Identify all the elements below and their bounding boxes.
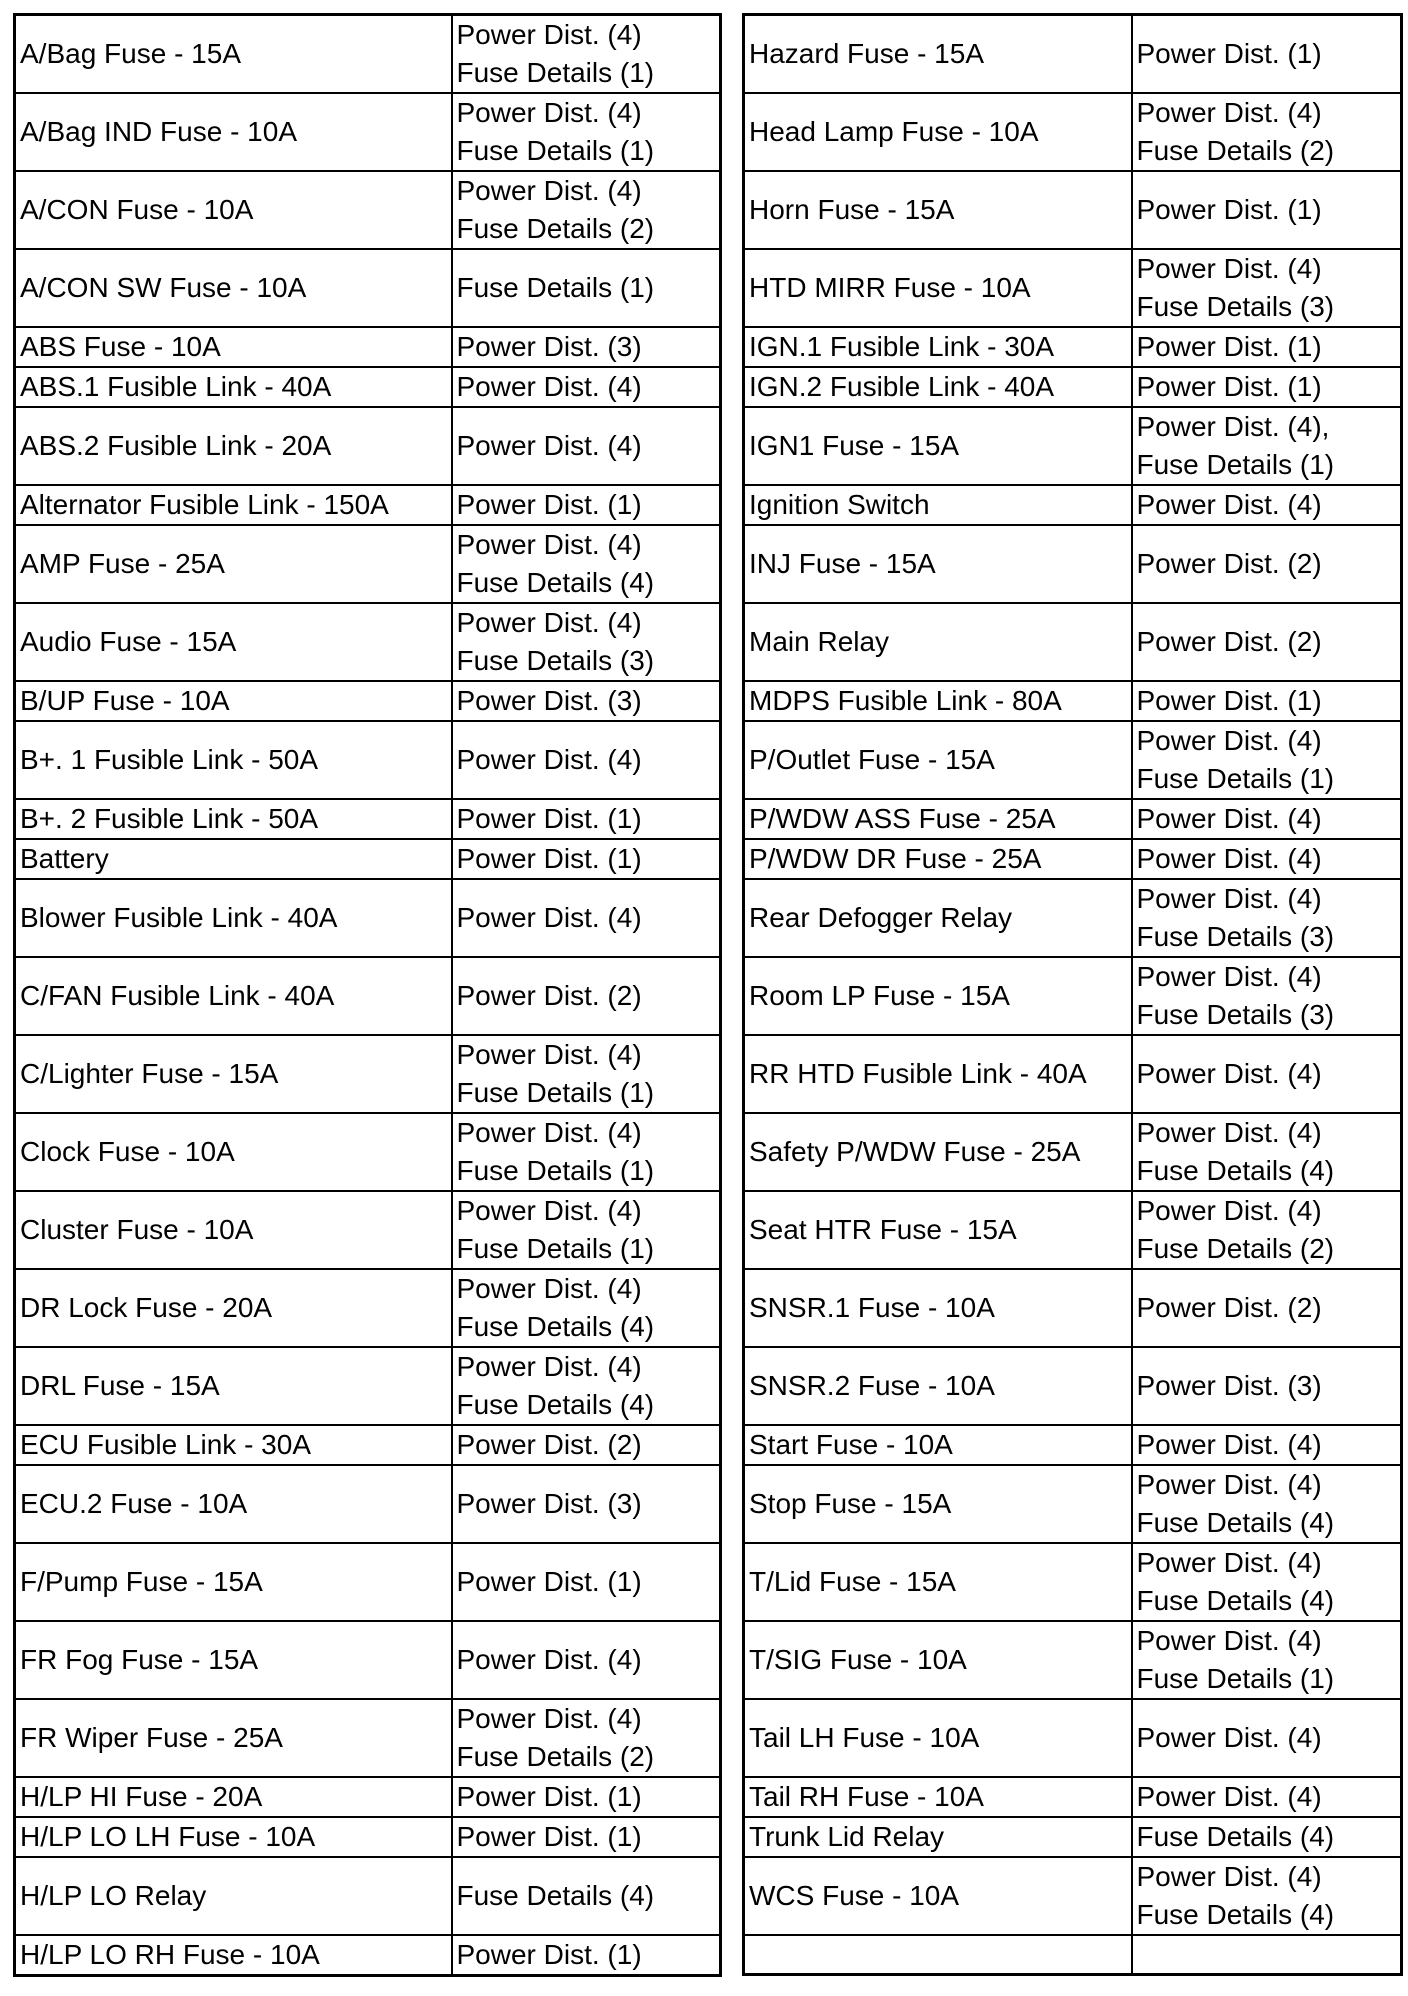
table-row xyxy=(744,839,1402,879)
component-name: ABS Fuse - 10A xyxy=(15,327,452,367)
reference-line: Fuse Details (3) xyxy=(456,645,655,676)
table-row xyxy=(15,603,721,681)
component-name: SNSR.2 Fuse - 10A xyxy=(744,1347,1132,1425)
component-name: C/Lighter Fuse - 15A xyxy=(15,1035,452,1113)
component-name: Room LP Fuse - 15A xyxy=(744,957,1132,1035)
reference-line: Fuse Details (2) xyxy=(1136,1233,1335,1264)
reference-cell xyxy=(452,1699,721,1777)
component-name: B+. 2 Fusible Link - 50A xyxy=(15,799,452,839)
reference-cell xyxy=(452,957,721,1035)
reference-line: Fuse Details (3) xyxy=(1136,291,1335,322)
reference-line: Power Dist. (4) xyxy=(456,744,642,775)
reference-cell xyxy=(1132,1113,1402,1191)
table-row xyxy=(15,327,721,367)
component-name: A/CON Fuse - 10A xyxy=(15,171,452,249)
reference-cell xyxy=(452,1347,721,1425)
component-name: A/Bag Fuse - 15A xyxy=(15,15,452,94)
reference-line: Power Dist. (4) xyxy=(456,1039,642,1070)
reference-line: Power Dist. (4) xyxy=(1136,1469,1322,1500)
table-row xyxy=(744,721,1402,799)
component-name: IGN.1 Fusible Link - 30A xyxy=(744,327,1132,367)
reference-cell xyxy=(452,879,721,957)
table-row xyxy=(15,485,721,525)
reference-cell xyxy=(1132,171,1402,249)
component-name: T/Lid Fuse - 15A xyxy=(744,1543,1132,1621)
reference-line: Fuse Details (4) xyxy=(456,1880,655,1911)
table-row xyxy=(744,1347,1402,1425)
reference-line: Power Dist. (4) xyxy=(1136,1058,1322,1089)
reference-line: Power Dist. (4) xyxy=(1136,253,1322,284)
component-name: B/UP Fuse - 10A xyxy=(15,681,452,721)
component-name: ABS.2 Fusible Link - 20A xyxy=(15,407,452,485)
reference-line: Power Dist. (1) xyxy=(456,1821,642,1852)
reference-line: Power Dist. (4) xyxy=(456,1117,642,1148)
reference-line: Power Dist. (3) xyxy=(456,685,642,716)
table-row xyxy=(744,171,1402,249)
component-name: B+. 1 Fusible Link - 50A xyxy=(15,721,452,799)
reference-line: Power Dist. (4) xyxy=(1136,843,1322,874)
table-row xyxy=(744,879,1402,957)
reference-cell xyxy=(452,1543,721,1621)
reference-line: Power Dist. (3) xyxy=(1136,1370,1322,1401)
reference-cell xyxy=(452,799,721,839)
reference-cell xyxy=(452,839,721,879)
reference-cell xyxy=(452,93,721,171)
reference-line: Fuse Details (4) xyxy=(1136,1821,1335,1852)
table-row xyxy=(15,1191,721,1269)
component-name: Blower Fusible Link - 40A xyxy=(15,879,452,957)
reference-line: Power Dist. (1) xyxy=(1136,194,1322,225)
reference-line: Fuse Details (4) xyxy=(1136,1155,1335,1186)
reference-cell xyxy=(1132,525,1402,603)
fuse-table-right-body xyxy=(744,15,1402,1975)
reference-cell xyxy=(452,1191,721,1269)
reference-line: Power Dist. (1) xyxy=(1136,38,1322,69)
reference-line: Fuse Details (2) xyxy=(456,213,655,244)
reference-line: Power Dist. (3) xyxy=(456,1488,642,1519)
reference-line: Power Dist. (4) xyxy=(456,902,642,933)
reference-line: Power Dist. (4) xyxy=(1136,725,1322,756)
component-name: ECU.2 Fuse - 10A xyxy=(15,1465,452,1543)
reference-cell xyxy=(1132,603,1402,681)
table-row xyxy=(744,1269,1402,1347)
table-row xyxy=(15,1935,721,1976)
table-row xyxy=(15,1035,721,1113)
reference-cell xyxy=(452,525,721,603)
reference-line: Fuse Details (1) xyxy=(456,57,655,88)
component-name: IGN1 Fuse - 15A xyxy=(744,407,1132,485)
reference-line: Power Dist. (4) xyxy=(1136,1625,1322,1656)
table-row xyxy=(744,1191,1402,1269)
reference-line: Fuse Details (4) xyxy=(456,1389,655,1420)
table-row xyxy=(15,1543,721,1621)
component-name: IGN.2 Fusible Link - 40A xyxy=(744,367,1132,407)
component-name: P/WDW DR Fuse - 25A xyxy=(744,839,1132,879)
reference-line: Fuse Details (1) xyxy=(456,135,655,166)
reference-cell xyxy=(452,1817,721,1857)
table-row xyxy=(744,485,1402,525)
reference-cell xyxy=(1132,1191,1402,1269)
reference-line: Power Dist. (4) xyxy=(456,529,642,560)
reference-line: Power Dist. (1) xyxy=(456,1781,642,1812)
table-row xyxy=(15,681,721,721)
component-name: Horn Fuse - 15A xyxy=(744,171,1132,249)
reference-line: Power Dist. (4) xyxy=(1136,489,1322,520)
component-name: DRL Fuse - 15A xyxy=(15,1347,452,1425)
reference-line: Power Dist. (4) xyxy=(1136,1861,1322,1892)
reference-line: Power Dist. (4) xyxy=(1136,883,1322,914)
reference-line: Power Dist. (4) xyxy=(456,1273,642,1304)
table-row xyxy=(744,1857,1402,1935)
component-name: DR Lock Fuse - 20A xyxy=(15,1269,452,1347)
reference-line: Power Dist. (4) xyxy=(456,1351,642,1382)
reference-line: Fuse Details (1) xyxy=(1136,1663,1335,1694)
reference-cell xyxy=(1132,1621,1402,1699)
table-row xyxy=(744,1035,1402,1113)
reference-cell xyxy=(1132,93,1402,171)
reference-cell xyxy=(1132,1035,1402,1113)
table-row xyxy=(744,1699,1402,1777)
fuse-table-left-body xyxy=(15,15,721,1976)
table-row xyxy=(15,1113,721,1191)
reference-cell xyxy=(452,603,721,681)
reference-cell xyxy=(1132,1465,1402,1543)
component-name: T/SIG Fuse - 10A xyxy=(744,1621,1132,1699)
table-row xyxy=(15,367,721,407)
reference-line: Fuse Details (4) xyxy=(456,1311,655,1342)
reference-line: Fuse Details (3) xyxy=(1136,999,1335,1030)
component-name: Safety P/WDW Fuse - 25A xyxy=(744,1113,1132,1191)
reference-line: Fuse Details (1) xyxy=(1136,763,1335,794)
reference-line: Power Dist. (4) xyxy=(456,175,642,206)
reference-cell xyxy=(1132,879,1402,957)
fuse-table-right xyxy=(742,13,1403,1976)
reference-cell xyxy=(1132,1935,1402,1975)
reference-cell xyxy=(452,407,721,485)
table-row xyxy=(744,327,1402,367)
component-name: H/LP LO Relay xyxy=(15,1857,452,1935)
reference-line: Power Dist. (4) xyxy=(456,1703,642,1734)
reference-cell xyxy=(1132,1817,1402,1857)
table-row xyxy=(744,1113,1402,1191)
table-row xyxy=(744,681,1402,721)
reference-line: Power Dist. (2) xyxy=(1136,1292,1322,1323)
reference-cell xyxy=(452,1465,721,1543)
component-name: P/WDW ASS Fuse - 25A xyxy=(744,799,1132,839)
table-row xyxy=(15,249,721,327)
reference-cell xyxy=(452,1621,721,1699)
reference-line: Power Dist. (1) xyxy=(456,1939,642,1970)
table-row xyxy=(744,15,1402,94)
reference-cell xyxy=(1132,327,1402,367)
component-name: Seat HTR Fuse - 15A xyxy=(744,1191,1132,1269)
component-name: Stop Fuse - 15A xyxy=(744,1465,1132,1543)
reference-line: Fuse Details (4) xyxy=(1136,1585,1335,1616)
reference-line: Fuse Details (1) xyxy=(456,1155,655,1186)
reference-line: Fuse Details (4) xyxy=(1136,1507,1335,1538)
reference-cell xyxy=(452,1269,721,1347)
reference-line: Fuse Details (1) xyxy=(456,1077,655,1108)
reference-line: Power Dist. (1) xyxy=(1136,685,1322,716)
reference-line: Power Dist. (4), xyxy=(1136,411,1330,442)
table-row xyxy=(15,957,721,1035)
table-row xyxy=(15,839,721,879)
reference-line: Power Dist. (1) xyxy=(456,843,642,874)
table-row xyxy=(15,1465,721,1543)
reference-line: Power Dist. (4) xyxy=(1136,1547,1322,1578)
table-row xyxy=(744,1543,1402,1621)
reference-line: Power Dist. (4) xyxy=(1136,1195,1322,1226)
table-row xyxy=(744,799,1402,839)
reference-line: Power Dist. (4) xyxy=(456,97,642,128)
reference-line: Power Dist. (2) xyxy=(456,1429,642,1460)
table-row xyxy=(15,1777,721,1817)
reference-cell xyxy=(1132,1543,1402,1621)
table-row xyxy=(744,93,1402,171)
table-row xyxy=(744,603,1402,681)
table-row xyxy=(744,957,1402,1035)
table-row xyxy=(15,879,721,957)
component-name: C/FAN Fusible Link - 40A xyxy=(15,957,452,1035)
component-name: INJ Fuse - 15A xyxy=(744,525,1132,603)
reference-cell xyxy=(452,1113,721,1191)
reference-cell xyxy=(1132,1857,1402,1935)
component-name: F/Pump Fuse - 15A xyxy=(15,1543,452,1621)
reference-line: Power Dist. (4) xyxy=(456,1644,642,1675)
reference-cell xyxy=(1132,957,1402,1035)
table-row xyxy=(15,1699,721,1777)
reference-cell xyxy=(452,367,721,407)
reference-cell xyxy=(1132,1269,1402,1347)
table-row xyxy=(744,1777,1402,1817)
table-row xyxy=(15,1269,721,1347)
component-name: Alternator Fusible Link - 150A xyxy=(15,485,452,525)
component-name: Audio Fuse - 15A xyxy=(15,603,452,681)
component-name: P/Outlet Fuse - 15A xyxy=(744,721,1132,799)
component-name: Ignition Switch xyxy=(744,485,1132,525)
reference-line: Power Dist. (1) xyxy=(1136,331,1322,362)
reference-cell xyxy=(1132,721,1402,799)
table-row xyxy=(744,1935,1402,1975)
table-row xyxy=(15,721,721,799)
component-name: ABS.1 Fusible Link - 40A xyxy=(15,367,452,407)
reference-cell xyxy=(1132,799,1402,839)
component-name: Battery xyxy=(15,839,452,879)
component-name: Start Fuse - 10A xyxy=(744,1425,1132,1465)
reference-cell xyxy=(1132,1699,1402,1777)
reference-cell xyxy=(1132,407,1402,485)
table-row xyxy=(15,1817,721,1857)
component-name: Hazard Fuse - 15A xyxy=(744,15,1132,94)
component-name: ECU Fusible Link - 30A xyxy=(15,1425,452,1465)
component-name: Trunk Lid Relay xyxy=(744,1817,1132,1857)
component-name: Head Lamp Fuse - 10A xyxy=(744,93,1132,171)
reference-cell xyxy=(452,681,721,721)
table-row xyxy=(15,1857,721,1935)
reference-line: Power Dist. (4) xyxy=(456,19,642,50)
component-name: Tail RH Fuse - 10A xyxy=(744,1777,1132,1817)
table-row xyxy=(744,1425,1402,1465)
component-name: SNSR.1 Fuse - 10A xyxy=(744,1269,1132,1347)
reference-line: Power Dist. (1) xyxy=(1136,371,1322,402)
table-row xyxy=(15,171,721,249)
table-row xyxy=(15,15,721,94)
component-name: MDPS Fusible Link - 80A xyxy=(744,681,1132,721)
reference-cell xyxy=(452,15,721,94)
reference-line: Power Dist. (2) xyxy=(1136,626,1322,657)
reference-cell xyxy=(452,171,721,249)
component-name: Rear Defogger Relay xyxy=(744,879,1132,957)
reference-cell xyxy=(1132,1425,1402,1465)
component-name: Main Relay xyxy=(744,603,1132,681)
component-name: A/CON SW Fuse - 10A xyxy=(15,249,452,327)
reference-cell xyxy=(452,721,721,799)
component-name: FR Wiper Fuse - 25A xyxy=(15,1699,452,1777)
reference-cell xyxy=(1132,1347,1402,1425)
reference-line: Fuse Details (1) xyxy=(456,272,655,303)
component-name: Cluster Fuse - 10A xyxy=(15,1191,452,1269)
component-name: H/LP LO LH Fuse - 10A xyxy=(15,1817,452,1857)
reference-cell xyxy=(452,249,721,327)
reference-line: Power Dist. (4) xyxy=(1136,97,1322,128)
component-name: RR HTD Fusible Link - 40A xyxy=(744,1035,1132,1113)
reference-line: Power Dist. (4) xyxy=(456,430,642,461)
reference-line: Fuse Details (4) xyxy=(1136,1899,1335,1930)
reference-line: Power Dist. (4) xyxy=(1136,1429,1322,1460)
reference-cell xyxy=(452,1777,721,1817)
reference-line: Power Dist. (4) xyxy=(456,371,642,402)
reference-cell xyxy=(1132,485,1402,525)
reference-cell xyxy=(1132,15,1402,94)
component-name: HTD MIRR Fuse - 10A xyxy=(744,249,1132,327)
reference-cell xyxy=(452,327,721,367)
table-row xyxy=(744,525,1402,603)
table-row xyxy=(15,93,721,171)
reference-line: Power Dist. (1) xyxy=(456,489,642,520)
reference-line: Power Dist. (4) xyxy=(1136,1781,1322,1812)
reference-line: Power Dist. (2) xyxy=(1136,548,1322,579)
component-name: A/Bag IND Fuse - 10A xyxy=(15,93,452,171)
reference-line: Power Dist. (4) xyxy=(1136,803,1322,834)
table-row xyxy=(15,799,721,839)
reference-line: Power Dist. (4) xyxy=(1136,961,1322,992)
reference-line: Power Dist. (1) xyxy=(456,1566,642,1597)
reference-cell xyxy=(452,485,721,525)
reference-line: Power Dist. (4) xyxy=(456,1195,642,1226)
reference-cell xyxy=(452,1035,721,1113)
reference-line: Power Dist. (4) xyxy=(456,607,642,638)
component-name: FR Fog Fuse - 15A xyxy=(15,1621,452,1699)
reference-line: Fuse Details (2) xyxy=(456,1741,655,1772)
reference-cell xyxy=(1132,681,1402,721)
reference-line: Fuse Details (1) xyxy=(456,1233,655,1264)
reference-line: Fuse Details (3) xyxy=(1136,921,1335,952)
reference-line: Power Dist. (3) xyxy=(456,331,642,362)
table-row xyxy=(15,1621,721,1699)
reference-cell xyxy=(452,1425,721,1465)
component-name: H/LP LO RH Fuse - 10A xyxy=(15,1935,452,1976)
reference-line: Fuse Details (2) xyxy=(1136,135,1335,166)
reference-cell xyxy=(452,1935,721,1976)
reference-line: Fuse Details (1) xyxy=(1136,449,1335,480)
component-name: Tail LH Fuse - 10A xyxy=(744,1699,1132,1777)
table-row xyxy=(744,249,1402,327)
reference-line: Power Dist. (2) xyxy=(456,980,642,1011)
component-name: WCS Fuse - 10A xyxy=(744,1857,1132,1935)
table-row xyxy=(744,367,1402,407)
fuse-index-sheet xyxy=(13,13,1397,1984)
table-row xyxy=(744,1465,1402,1543)
reference-cell xyxy=(1132,249,1402,327)
reference-cell xyxy=(1132,367,1402,407)
table-row xyxy=(15,525,721,603)
table-row xyxy=(744,1817,1402,1857)
table-row xyxy=(744,407,1402,485)
reference-line: Power Dist. (1) xyxy=(456,803,642,834)
reference-cell xyxy=(1132,1777,1402,1817)
reference-cell xyxy=(452,1857,721,1935)
fuse-table-left xyxy=(13,13,722,1977)
table-row xyxy=(744,1621,1402,1699)
reference-line: Power Dist. (4) xyxy=(1136,1722,1322,1753)
component-name: Clock Fuse - 10A xyxy=(15,1113,452,1191)
table-row xyxy=(15,1347,721,1425)
component-name: AMP Fuse - 25A xyxy=(15,525,452,603)
component-name xyxy=(744,1935,1132,1975)
reference-line: Fuse Details (4) xyxy=(456,567,655,598)
reference-line: Power Dist. (4) xyxy=(1136,1117,1322,1148)
component-name: H/LP HI Fuse - 20A xyxy=(15,1777,452,1817)
table-row xyxy=(15,1425,721,1465)
table-row xyxy=(15,407,721,485)
reference-cell xyxy=(1132,839,1402,879)
